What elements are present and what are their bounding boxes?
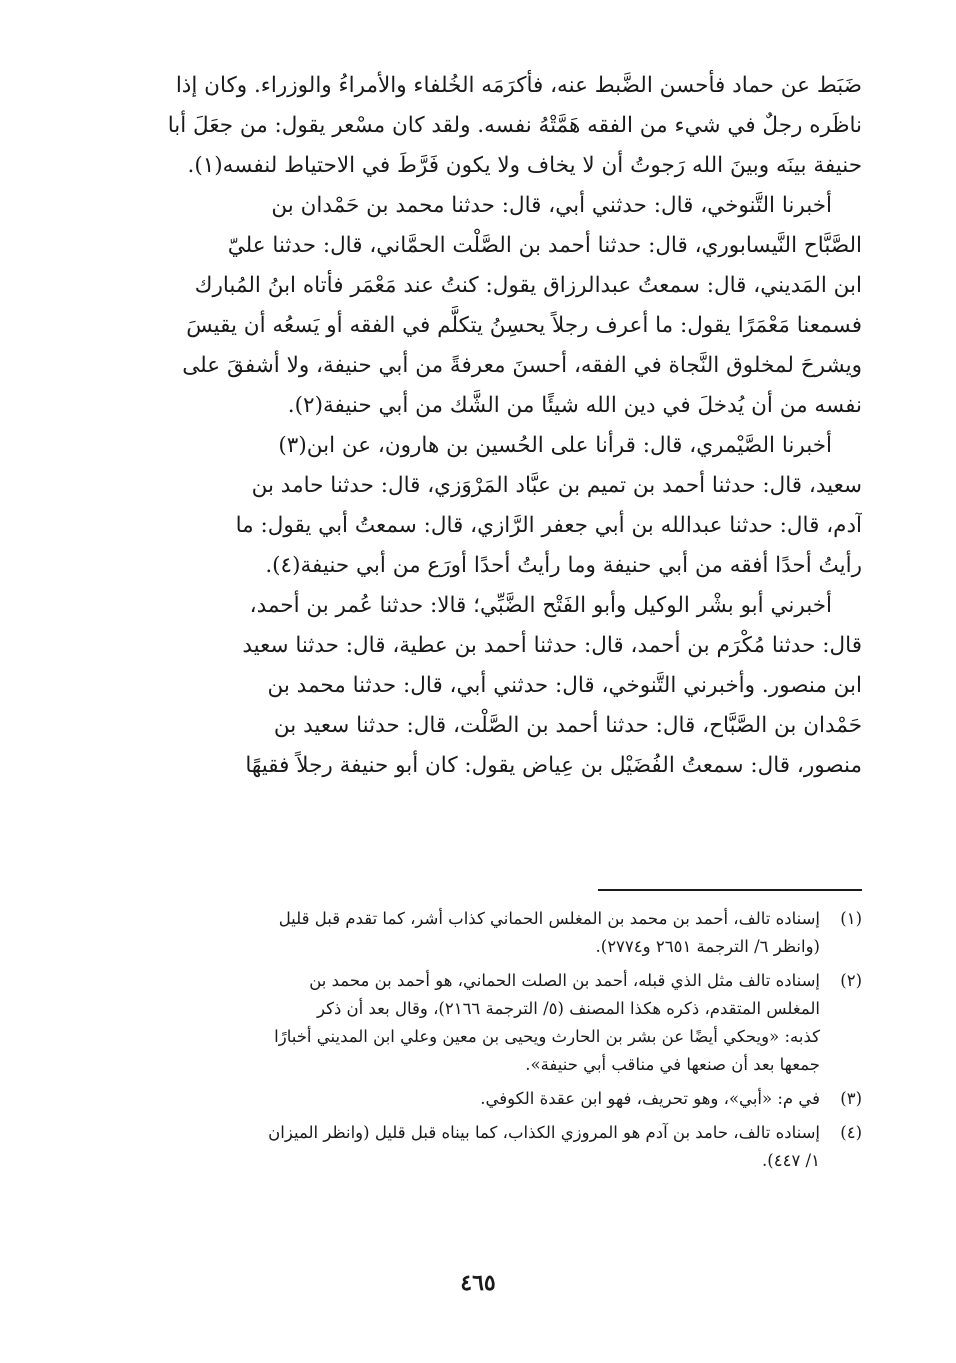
- text-line: نفسه من أن يُدخلَ في دين الله شيئًا من الشَّك من أبي حنيفة(٢).: [287, 393, 862, 418]
- text-line: منصور، قال: سمعتُ الفُضَيْل بن عِياض يقول: كان أبو حنيفة رجلاً فقيهًا: [245, 753, 862, 778]
- footnote-separator: [598, 889, 862, 891]
- text-line: الصَّبَّاح النَّيسابوري، قال: حدثنا أحمد بن الصَّلْت الحمَّاني، قال: حدثنا عليّ: [227, 233, 862, 258]
- footnote: [140, 905, 862, 961]
- text-line: ناظَره رجلٌ في شيء من الفقه هَمَّتْهُ نفسه. ولقد كان مسْعر يقول: من جعَلَ أبا: [167, 113, 862, 138]
- text-line: حنيفة بينَه وبينَ الله رَجوتُ أن لا يخاف ولا يكون فَرَّطَ في الاحتياط لنفسه(١).: [187, 153, 862, 178]
- footnote: [140, 967, 862, 1079]
- footnote-line: ١/ ٤٤٧).: [762, 1151, 820, 1170]
- text-line: آدم، قال: حدثنا عبدالله بن أبي جعفر الرَّازي، قال: سمعتُ أبي يقول: ما: [235, 513, 862, 538]
- main-text: [140, 66, 862, 786]
- footnote: [140, 1085, 862, 1113]
- text-line: ابن منصور. وأخبرني التَّنوخي، قال: حدثني أبي، قال: حدثنا محمد بن: [267, 673, 862, 698]
- footnote-text: [140, 967, 820, 1079]
- footnote-line: جمعها بعد أن صنعها في مناقب أبي حنيفة».: [525, 1055, 820, 1074]
- text-line: أخبرنا الصَّيْمري، قال: قرأنا على الحُسين بن هارون، عن ابن(٣): [278, 433, 832, 458]
- footnote-line: (وانظر ٦/ الترجمة ٢٦٥١ و٢٧٧٤).: [595, 937, 820, 956]
- footnote-text: [140, 905, 820, 961]
- text-line: قال: حدثنا مُكْرَم بن أحمد، قال: حدثنا أحمد بن عطية، قال: حدثنا سعيد: [242, 633, 862, 658]
- text-line: حَمْدان بن الصَّبَّاح، قال: حدثنا أحمد بن الصَّلْت، قال: حدثنا سعيد بن: [273, 713, 862, 738]
- footnote-number: (٣): [840, 1089, 862, 1108]
- footnote-number: (٢): [840, 971, 862, 990]
- text-line: ويشرحَ لمخلوق النَّجاة في الفقه، أحسنَ معرفةً من أبي حنيفة، ولا أشفقَ على: [182, 353, 862, 378]
- footnote-line: إسناده تالف مثل الذي قبله، أحمد بن الصلت الحماني، هو أحمد بن محمد بن: [309, 971, 820, 990]
- footnote-number: (٤): [840, 1123, 862, 1142]
- footnote-text: [140, 1085, 820, 1113]
- text-line: فسمعنا مَعْمَرًا يقول: ما أعرف رجلاً يحسِنُ يتكلَّم في الفقه أو يَسعُه أن يقيسَ: [186, 313, 862, 338]
- text-line: رأيتُ أحدًا أفقه من أبي حنيفة وما رأيتُ أحدًا أورَع من أبي حنيفة(٤).: [265, 553, 862, 578]
- text-line: ضَبَط عن حماد فأحسن الضَّبط عنه، فأكرَمَه الخُلفاء والأمراءُ والوزراء. وكان إذا: [175, 73, 862, 98]
- footnotes: [140, 905, 862, 1181]
- footnote-line: إسناده تالف، حامد بن آدم هو المروزي الكذاب، كما بيناه قبل قليل (وانظر الميزان: [268, 1123, 820, 1142]
- text-line: سعيد، قال: حدثنا أحمد بن تميم بن عبَّاد المَرْوَزي، قال: حدثنا حامد بن: [251, 473, 862, 498]
- text-line: أخبرني أبو بشْر الوكيل وأبو الفَتْح الضَّبِّي؛ قالا: حدثنا عُمر بن أحمد،: [249, 593, 832, 618]
- footnote-line: كذبه: «ويحكي أيضًا عن بشر بن الحارث ويحيى بن معين وعلي ابن المديني أخبارًا: [274, 1027, 820, 1046]
- text-line: أخبرنا التَّنوخي، قال: حدثني أبي، قال: حدثنا محمد بن حَمْدان بن: [271, 193, 832, 218]
- footnote-text: [140, 1119, 820, 1175]
- page-number: ٤٦٥: [460, 1270, 496, 1296]
- footnote: [140, 1119, 862, 1175]
- footnote-line: في م: «أبي»، وهو تحريف، فهو ابن عقدة الكوفي.: [480, 1089, 820, 1108]
- footnote-line: إسناده تالف، أحمد بن محمد بن المغلس الحماني كذاب أشر، كما تقدم قبل قليل: [278, 909, 820, 928]
- text-line: ابن المَديني، قال: سمعتُ عبدالرزاق يقول: كنتُ عند مَعْمَر فأتاه ابنُ المُبارك: [194, 273, 862, 298]
- footnote-number: (١): [840, 909, 862, 928]
- footnote-line: المغلس المتقدم، ذكره هكذا المصنف (٥/ الترجمة ٢١٦٦)، وقال بعد أن ذكر: [317, 999, 820, 1018]
